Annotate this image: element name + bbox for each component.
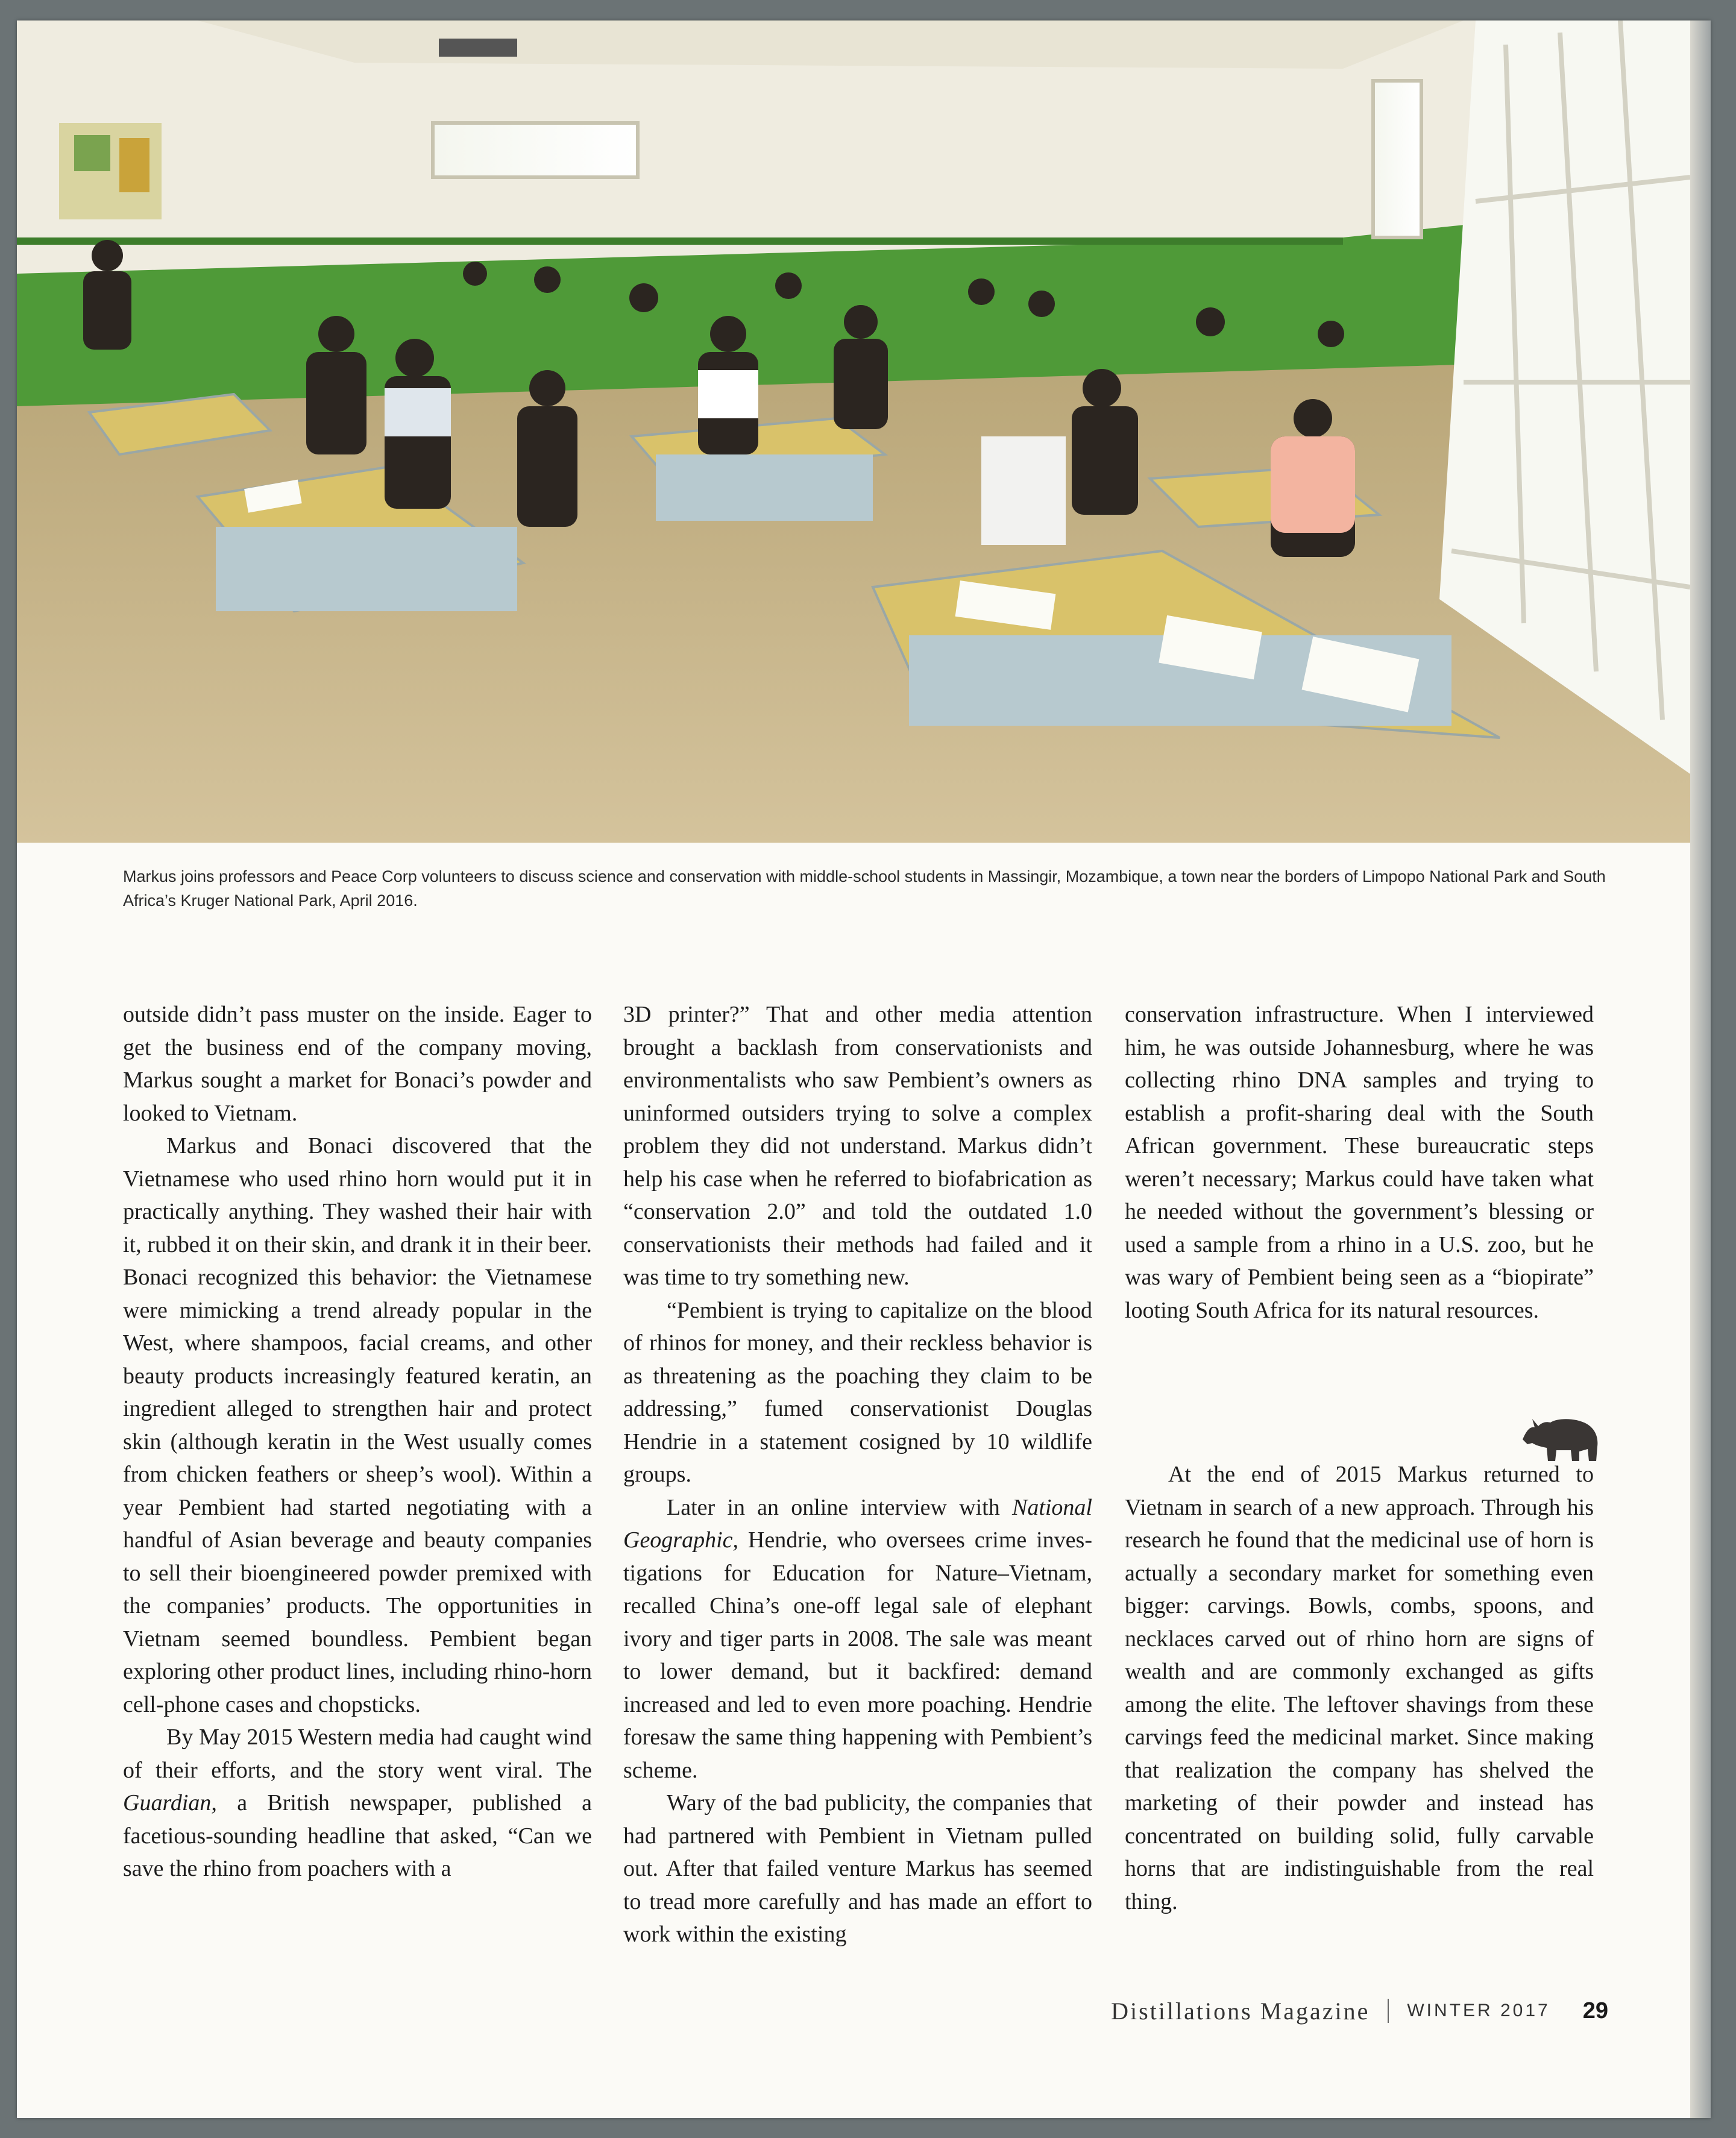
page-footer [1042, 1993, 1608, 2029]
paragraph: “Pembient is trying to capitalize on the blood of rhinos for money, and their reckless behavior is as threatening as the poaching they claim to be addressing,” fumed conservationist Douglas Hendrie in a statement cosigned by 10 wildlife groups. [623, 1297, 1092, 1487]
magazine-name: Distillations Magazine [1111, 1997, 1370, 2025]
page-number: 29 [1582, 1998, 1608, 2023]
article-column-2 [623, 998, 1092, 1951]
footer-divider [1388, 1999, 1389, 2023]
magazine-page [17, 20, 1711, 2118]
classroom-photo [17, 20, 1690, 843]
paragraph [123, 1721, 592, 1885]
text-run: Hendrie, who oversees crime investigations for Education for Nature–Vietnam, recalled China’s one-off legal sale of elephant ivory and tiger parts in 2008. The sale was meant to lower demand, but it backfired: demand increased and led to even more poaching. Hendrie foresaw the same thing happening with Pembient’s scheme. [623, 1527, 1092, 1783]
article-column-1 [123, 998, 592, 1885]
rhino-icon [1521, 1413, 1600, 1462]
paragraph: Markus and Bonaci discovered that the Vietnamese who used rhino horn would put it in practically anything. They washed their hair with it, rubbed it on their skin, and drank it in their beer. Bonaci recognized this behavior: the Vietnamese were mimicking a trend already popular in the West, where shampoos, facial creams, and other beauty products increasingly featured keratin, an ingredient alleged to strengthen hair and protect skin (although keratin in the West usually comes from chicken feathers or sheep’s wool). Within a year Pembient had started negotiating with a handful of Asian beverage and beauty companies to sell their bioengineered powder premixed with the companies’ products. The opportunities in Vietnam seemed boundless. Pembient began exploring other product lines, including rhino-horn cell-phone cases and chopsticks. [123, 1133, 592, 1717]
text-run: a British newspaper, published a facetious-sounding headline that asked, “Can we save the rhino from poachers with a [123, 1790, 592, 1881]
publication-name: Guardian, [123, 1790, 217, 1816]
publication-name: National Geographic, [623, 1494, 1092, 1553]
paragraph [623, 1491, 1092, 1787]
text-run: By May 2015 Western media had caught wind of their efforts, and the story went viral. The [123, 1725, 592, 1783]
paragraph: At the end of 2015 Markus returned to Vietnam in search of a new approach. Through his research he found that the medicinal use of horn is actually a secondary market for something even bigger: carvings. Bowls, combs, spoons, and necklaces carved out of rhino horn are signs of wealth and are commonly exchanged as gifts among the elite. The leftover shavings from these carvings feed the medicinal market. Since making that realization the company has shelved the marketing of their powder and instead has concentrated on building solid, fully carvable horns that are indistinguishable from the real thing. [1125, 1462, 1594, 1914]
paragraph: conservation infrastructure. When I interviewed him, he was outside Johannesburg, where he was collecting rhino DNA samples and trying to establish a profit-sharing deal with the South African government. These bureaucratic steps weren’t necessary; Markus could have taken what he needed without the government’s blessing or used a sample from a rhino in a U.S. zoo, but he was wary of Pembient being seen as a “biopirate” looting South Africa for its natural resources. [1125, 1002, 1594, 1323]
photo-caption: Markus joins professors and Peace Corp volunteers to discuss science and conservation with middle-school students in Massingir, Mozambique, a town near the borders of Limpopo National Park and South Africa’s Kruger National Park, April 2016. [123, 867, 1606, 910]
page-edge [1690, 20, 1711, 2118]
paragraph: 3D printer?” That and other media attention brought a backlash from conservationists and environmentalists who saw Pembient’s owners as uninformed outsiders trying to solve a complex problem they did not understand. Markus didn’t help his case when he referred to biofabrication as “conservation 2.0” and told the outdated 1.0 conservationists their methods had failed and it was time to try something new. [623, 1002, 1092, 1290]
text-run: Later in an online interview with [667, 1494, 1012, 1520]
paragraph: outside didn’t pass muster on the inside. Eager to get the business end of the company moving, Markus sought a market for Bonaci’s powder and looked to Vietnam. [123, 1002, 592, 1126]
issue-label: WINTER 2017 [1407, 2001, 1550, 2020]
classroom-illustration [17, 20, 1690, 843]
paragraph: Wary of the bad publicity, the companies that had partnered with Pembient in Vietnam pulled out. After that failed venture Markus has seemed to tread more carefully and has made an effort to work within the existing [623, 1790, 1092, 1947]
